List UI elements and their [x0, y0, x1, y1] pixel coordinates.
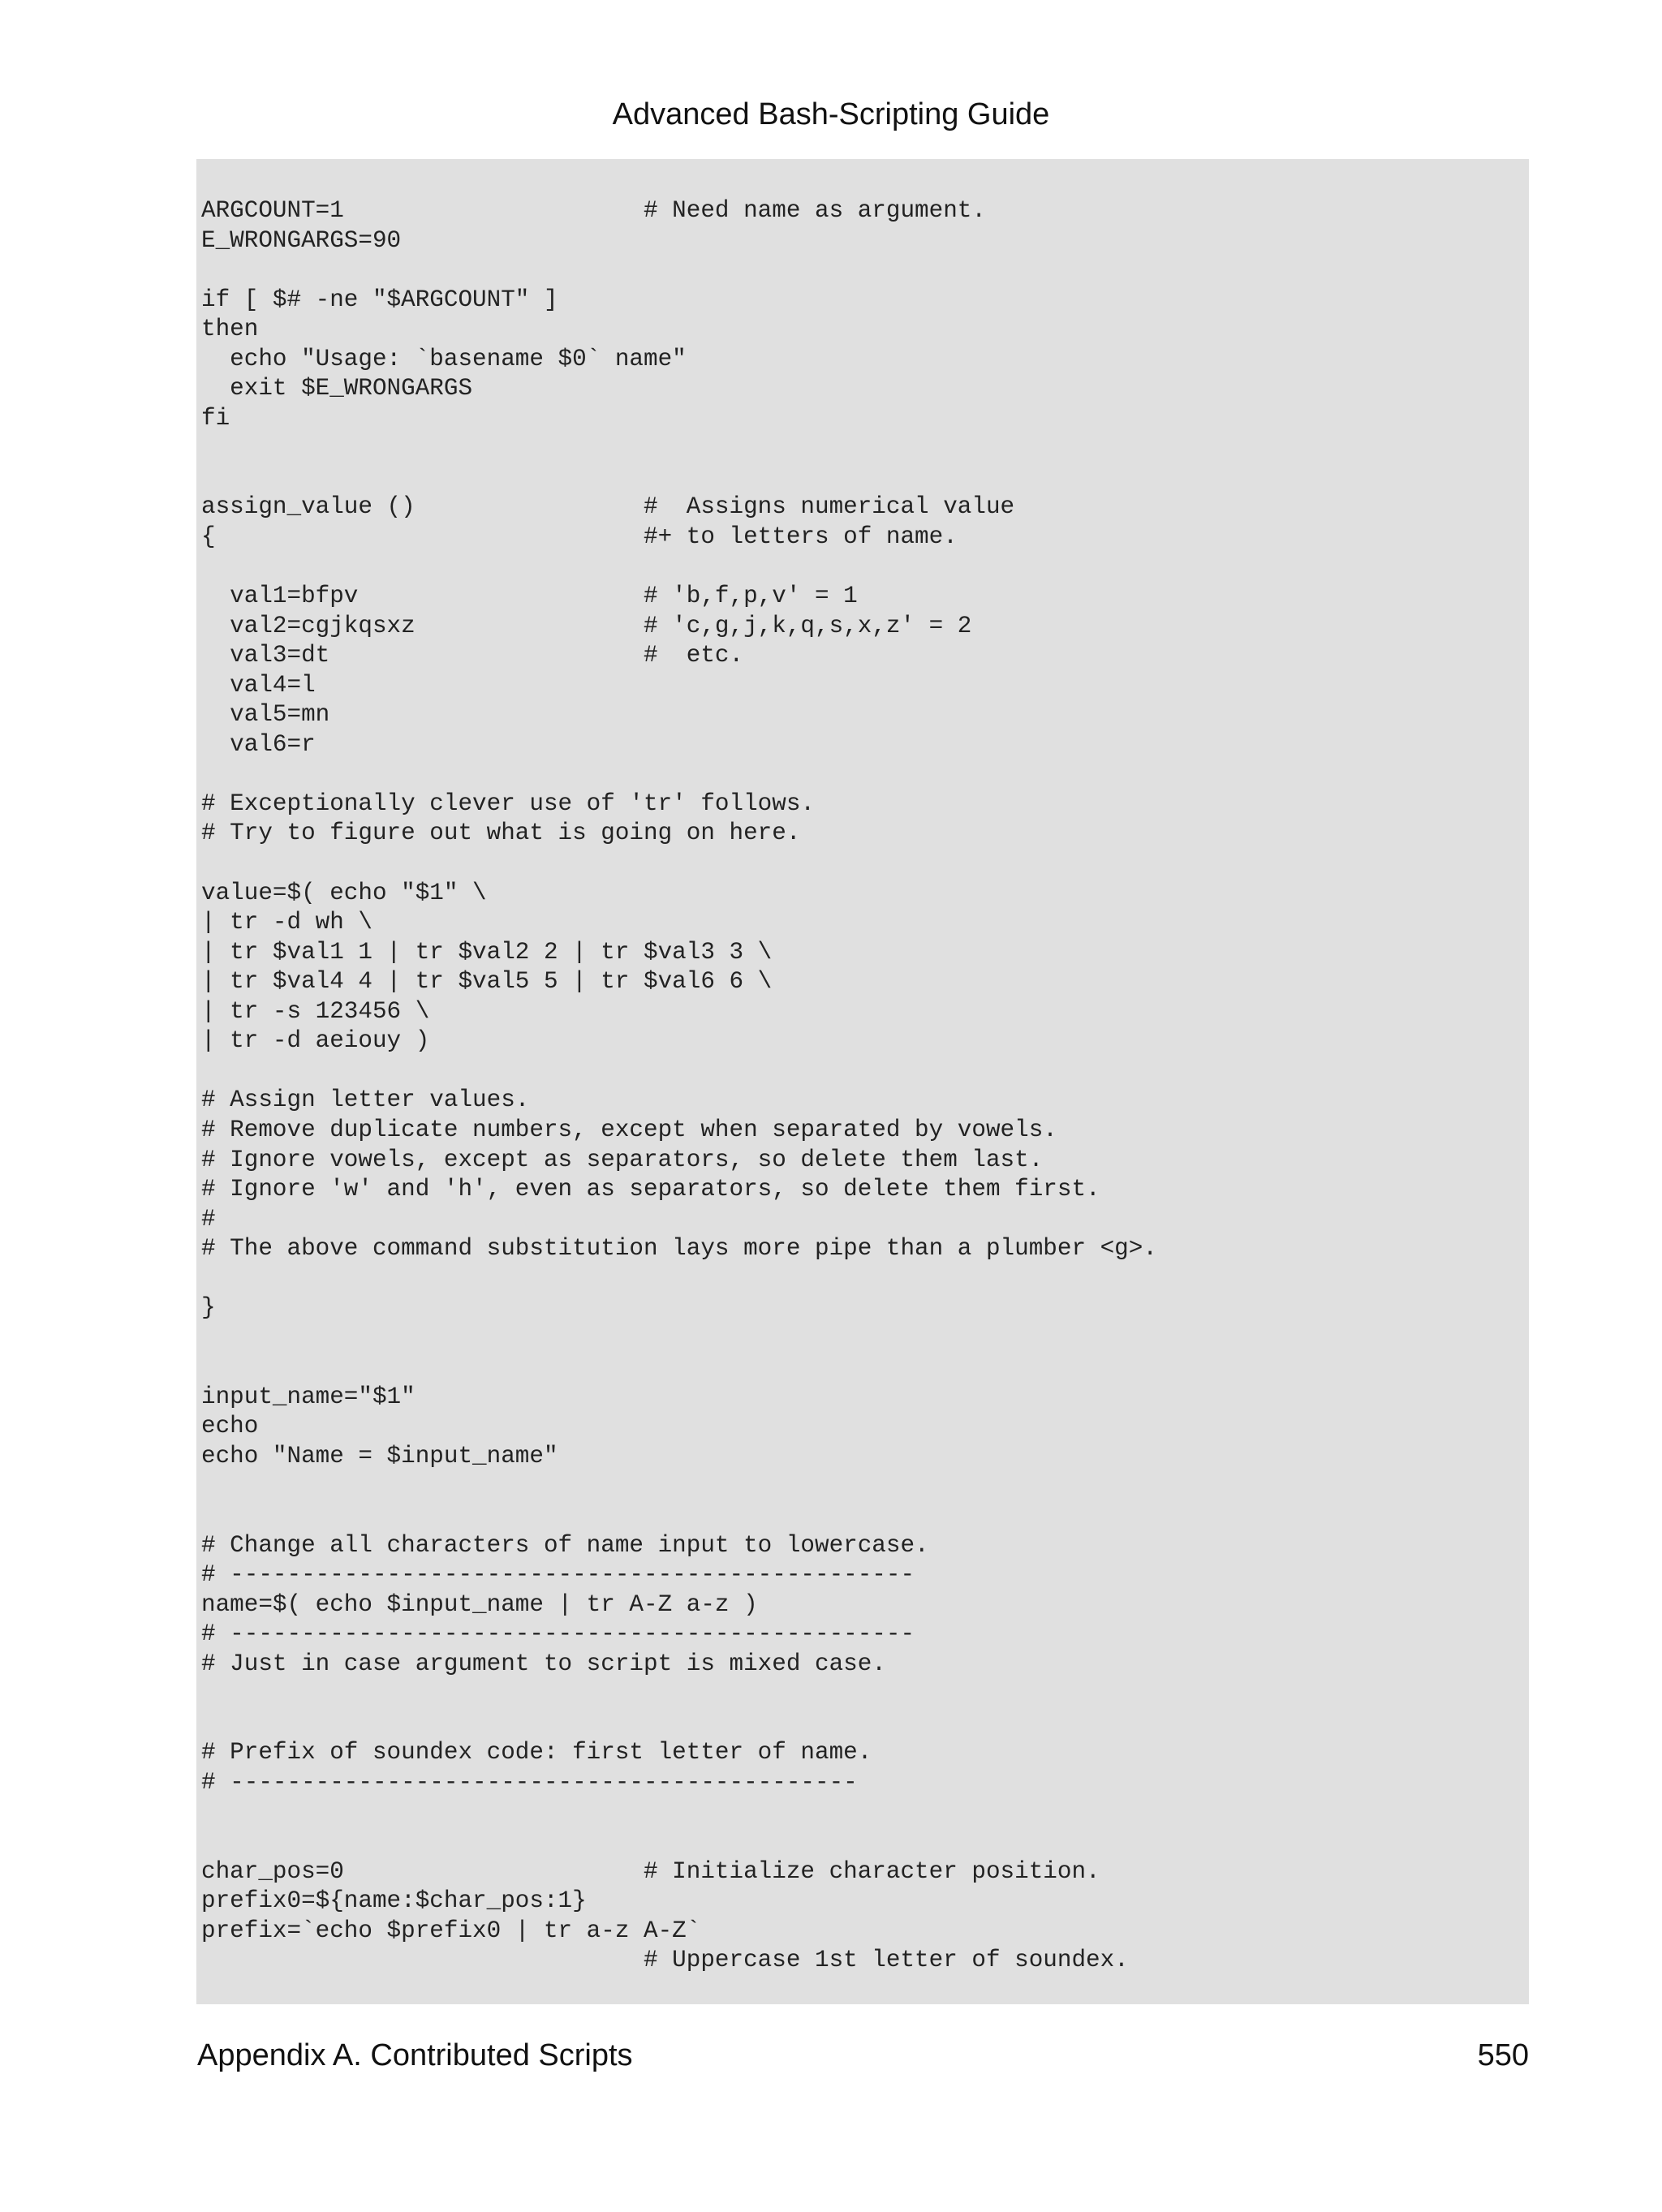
code-line: input_name="$1": [201, 1383, 416, 1410]
code-line: echo "Name = $input_name": [201, 1442, 558, 1470]
code-listing: [201, 196, 1529, 1976]
code-line: val6=r: [201, 730, 316, 758]
code-line: E_WRONGARGS=90: [201, 226, 402, 254]
code-line: # Remove duplicate numbers, except when separated by vowels.: [201, 1116, 1057, 1143]
code-line: assign_value () # Assigns numerical value: [201, 493, 1015, 521]
code-line: ARGCOUNT=1 # Need name as argument.: [201, 197, 986, 224]
page-header-title: Advanced Bash-Scripting Guide: [612, 97, 1050, 131]
code-line: | tr -d aeiouy ): [201, 1027, 430, 1055]
code-line: | tr -d wh \: [201, 909, 372, 936]
code-line: val1=bfpv # 'b,f,p,v' = 1: [201, 583, 858, 610]
code-line: val2=cgjkqsxz # 'c,g,j,k,q,s,x,z' = 2: [201, 612, 972, 639]
code-line: prefix=`echo $prefix0 | tr a-z A-Z`: [201, 1917, 701, 1944]
code-line: fi: [201, 404, 230, 432]
code-line: }: [201, 1294, 216, 1322]
code-line: exit $E_WRONGARGS: [201, 375, 473, 402]
code-line: # Just in case argument to script is mixed case.: [201, 1650, 886, 1677]
footer-section-title: Appendix A. Contributed Scripts: [197, 2038, 633, 2072]
code-line: val3=dt # etc.: [201, 642, 744, 669]
code-line: value=$( echo "$1" \: [201, 879, 487, 906]
code-line: echo "Usage: `basename $0` name": [201, 345, 687, 372]
code-line: # The above command substitution lays more pipe than a plumber <g>.: [201, 1235, 1157, 1263]
code-line: # ------------------------------------------------: [201, 1561, 915, 1589]
code-line: prefix0=${name:$char_pos:1}: [201, 1887, 587, 1915]
code-line: { #+ to letters of name.: [201, 523, 958, 551]
code-line: name=$( echo $input_name | tr A-Z a-z ): [201, 1590, 758, 1618]
code-line: # Prefix of soundex code: first letter of name.: [201, 1739, 872, 1767]
code-line: # Try to figure out what is going on here.: [201, 820, 801, 847]
code-line: then: [201, 316, 259, 343]
code-line: # --------------------------------------------: [201, 1768, 858, 1796]
footer-page-number: 550: [1477, 2038, 1529, 2072]
code-line: #: [201, 1205, 216, 1233]
code-line: if [ $# -ne "$ARGCOUNT" ]: [201, 286, 558, 313]
code-line: # Uppercase 1st letter of soundex.: [201, 1947, 1129, 1974]
code-line: # Change all characters of name input to lowercase.: [201, 1531, 929, 1559]
code-line: val5=mn: [201, 701, 330, 729]
code-line: char_pos=0 # Initialize character position.: [201, 1857, 1100, 1885]
code-line: val4=l: [201, 671, 316, 699]
code-line: | tr $val4 4 | tr $val5 5 | tr $val6 6 \: [201, 968, 773, 996]
code-line: # Assign letter values.: [201, 1087, 530, 1114]
code-block: [196, 159, 1529, 2004]
code-line: | tr -s 123456 \: [201, 997, 430, 1025]
code-line: # Ignore vowels, except as separators, so delete them last.: [201, 1146, 1044, 1173]
code-line: # Ignore 'w' and 'h', even as separators, so delete them first.: [201, 1176, 1100, 1203]
code-line: # ------------------------------------------------: [201, 1620, 915, 1648]
code-line: echo: [201, 1413, 259, 1440]
code-line: | tr $val1 1 | tr $val2 2 | tr $val3 3 \: [201, 938, 773, 966]
code-line: # Exceptionally clever use of 'tr' follows.: [201, 790, 815, 817]
